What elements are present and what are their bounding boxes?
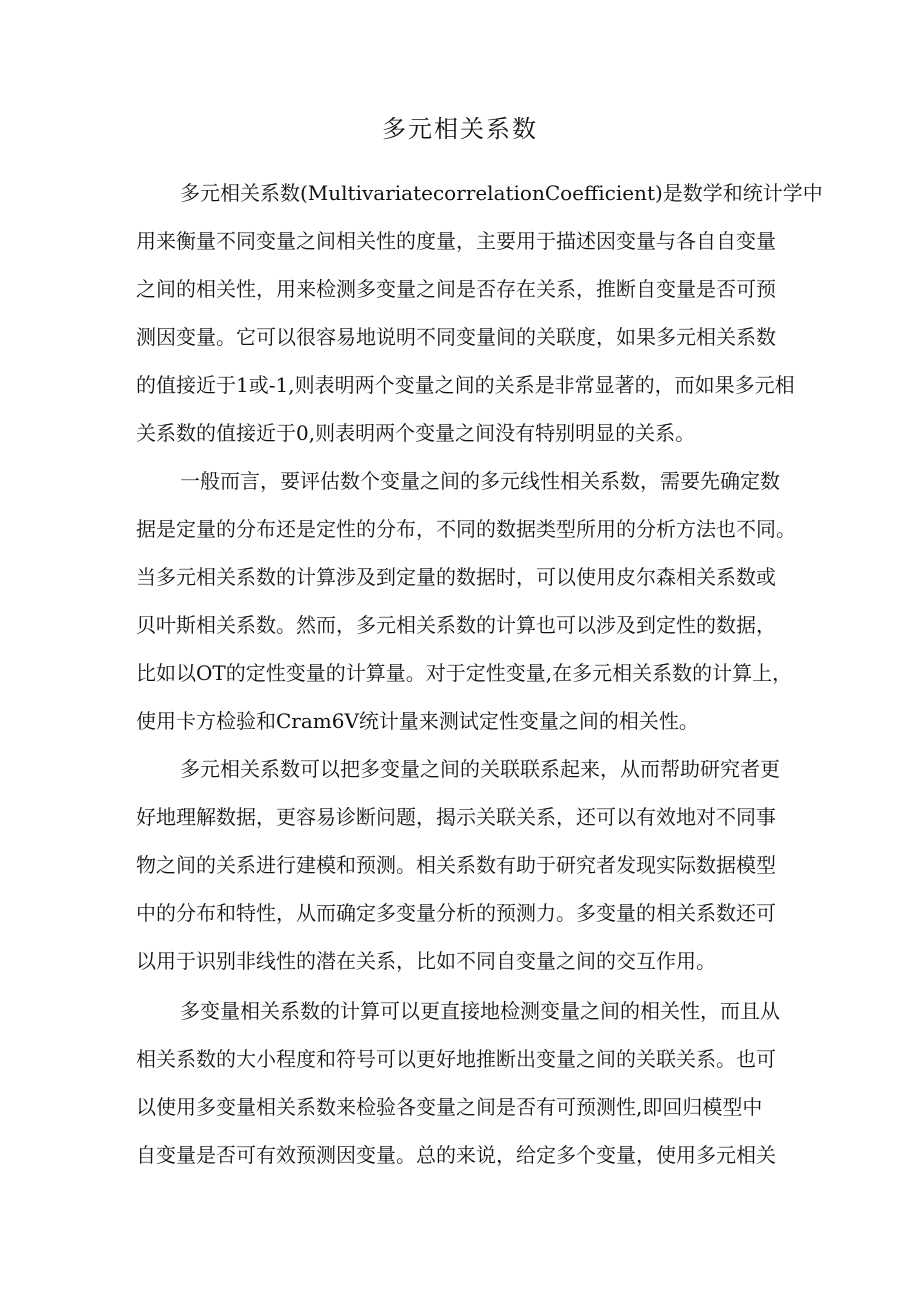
- paragraph-4-line-4: 自变量是否可有效预测因变量。总的来说，给定多个变量，使用多元相关: [136, 1143, 776, 1167]
- paragraph-2-line-1: 一般而言，要评估数个变量之间的多元线性相关系数，需要先确定数: [180, 469, 780, 493]
- paragraph-3-line-5: 以用于识别非线性的潜在关系，比如不同自变量之间的交互作用。: [136, 949, 716, 973]
- paragraph-4-line-1: 多变量相关系数的计算可以更直接地检测变量之间的相关性，而且从: [180, 999, 780, 1023]
- paragraph-2-line-5: 比如以OT的定性变量的计算量。对于定性变量,在多元相关系数的计算上，: [136, 661, 793, 685]
- paragraph-1-line-3: 之间的相关性，用来检测多变量之间是否存在关系，推断自变量是否可预: [136, 277, 776, 301]
- paragraph-1-line-5: 的值接近于1或-1,则表明两个变量之间的关系是非常显著的，而如果多元相: [136, 373, 795, 397]
- paragraph-1-line-4: 测因变量。它可以很容易地说明不同变量间的关联度，如果多元相关系数: [136, 325, 776, 349]
- paragraph-1-line-1: 多元相关系数(MultivariatecorrelationCoefficient)是数学和统计学中: [180, 181, 823, 205]
- paragraph-1-line-6: 关系数的值接近于0,则表明两个变量之间没有特别明显的关系。: [136, 421, 696, 445]
- paragraph-1-line-2: 用来衡量不同变量之间相关性的度量，主要用于描述因变量与各自自变量: [136, 229, 776, 253]
- paragraph-4-line-3: 以使用多变量相关系数来检验各变量之间是否有可预测性,即回归模型中: [136, 1095, 763, 1119]
- page-title: 多元相关系数: [382, 115, 538, 143]
- paragraph-3-line-4: 中的分布和特性，从而确定多变量分析的预测力。多变量的相关系数还可: [136, 901, 776, 925]
- paragraph-3-line-1: 多元相关系数可以把多变量之间的关联联系起来，从而帮助研究者更: [180, 757, 780, 781]
- paragraph-4-line-2: 相关系数的大小程度和符号可以更好地推断出变量之间的关联关系。也可: [136, 1047, 776, 1071]
- paragraph-2-line-2: 据是定量的分布还是定性的分布，不同的数据类型所用的分析方法也不同。: [136, 517, 796, 541]
- paragraph-2-line-3: 当多元相关系数的计算涉及到定量的数据时，可以使用皮尔森相关系数或: [136, 565, 776, 589]
- paragraph-3-line-3: 物之间的关系进行建模和预测。相关系数有助于研究者发现实际数据模型: [136, 853, 776, 877]
- paragraph-2-line-6: 使用卡方检验和Cram6V统计量来测试定性变量之间的相关性。: [136, 709, 699, 733]
- paragraph-3-line-2: 好地理解数据，更容易诊断问题，揭示关联关系，还可以有效地对不同事: [136, 805, 776, 829]
- paragraph-2-line-4: 贝叶斯相关系数。然而，多元相关系数的计算也可以涉及到定性的数据，: [136, 613, 776, 637]
